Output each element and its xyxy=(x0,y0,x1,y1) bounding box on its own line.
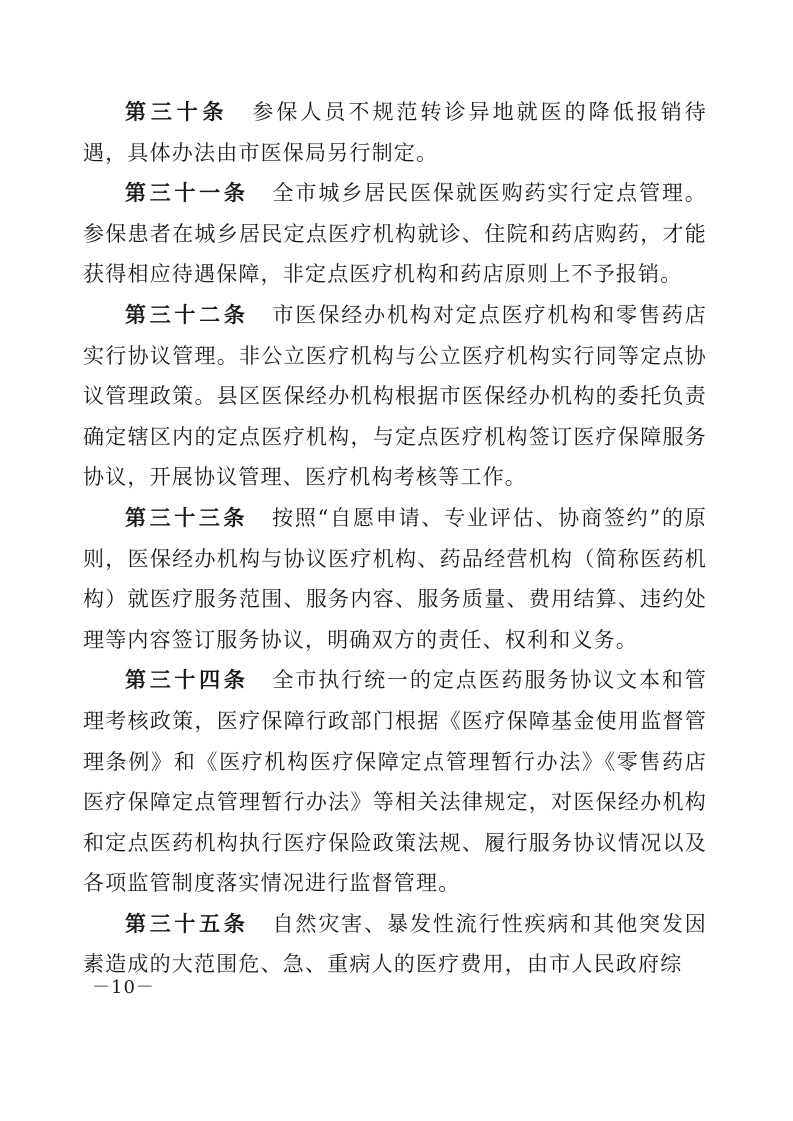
article-text: 参保人员不规范转诊异地就医的降低报销待遇，具体办法由市医保局另行制定。 xyxy=(83,100,707,165)
article-34 xyxy=(83,660,707,904)
article-title: 第三十条 xyxy=(125,100,229,124)
article-31 xyxy=(83,173,707,295)
article-text: 全市城乡居民医保就医购药实行定点管理。参保患者在城乡居民定点医疗机构就诊、住院和药店购药，才能获得相应待遇保障，非定点医疗机构和药店原则上不予报销。 xyxy=(83,181,707,287)
article-title: 第三十五条 xyxy=(125,911,249,936)
document-body xyxy=(83,92,707,985)
article-text: 按照“自愿申请、专业评估、协商签约”的原则，医保经办机构与协议医疗机构、药品经营机构（简称医药机构）就医疗服务范围、服务内容、服务质量、费用结算、违约处理等内容签订服务协议，明确双方的责任、权利和义务。 xyxy=(83,505,707,652)
article-35 xyxy=(83,904,707,985)
article-30 xyxy=(83,92,707,173)
article-33 xyxy=(83,498,707,660)
article-text: 市医保经办机构对定点医疗机构和零售药店实行协议管理。非公立医疗机构与公立医疗机构实行同等定点协议管理政策。县区医保经办机构根据市医保经办机构的委托负责确定辖区内的定点医疗机构，与定点医疗机构签订医疗保障服务协议，开展协议管理、医疗机构考核等工作。 xyxy=(83,302,707,490)
article-title: 第三十三条 xyxy=(125,505,249,530)
article-text: 自然灾害、暴发性流行性疾病和其他突发因素造成的大范围危、急、重病人的医疗费用，由市人民政府综 xyxy=(83,911,707,977)
article-text: 全市执行统一的定点医药服务协议文本和管理考核政策，医疗保障行政部门根据《医疗保障基金使用监督管理条例》和《医疗机构医疗保障定点管理暂行办法》《零售药店医疗保障定点管理暂行办法》等相关法律规定，对医保经办机构和定点医药机构执行医疗保险政策法规、履行服务协议情况以及各项监管制度落实情况进行监督管理。 xyxy=(83,668,707,896)
page-number: －10－ xyxy=(92,977,155,998)
article-title: 第三十二条 xyxy=(125,302,249,327)
article-32 xyxy=(83,295,707,498)
article-title: 第三十一条 xyxy=(125,181,249,206)
article-title: 第三十四条 xyxy=(125,668,249,693)
